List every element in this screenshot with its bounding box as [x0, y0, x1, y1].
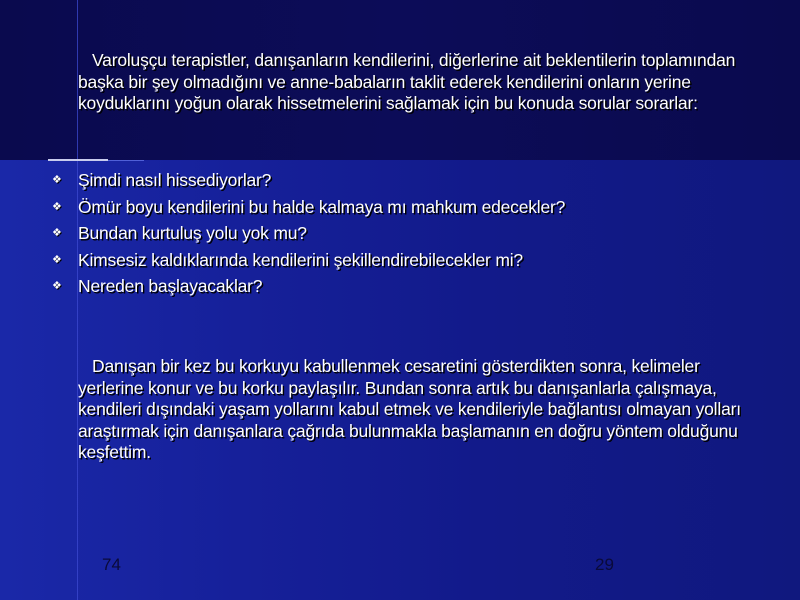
question-list — [48, 170, 768, 303]
diamond-bullet-icon: ❖ — [52, 227, 62, 239]
list-item — [48, 197, 768, 224]
diamond-bullet-icon: ❖ — [52, 280, 62, 292]
diamond-bullet-icon: ❖ — [52, 174, 62, 186]
question-text: Ömür boyu kendilerini bu halde kalmaya mı mahkum edecekler? — [78, 196, 566, 217]
question-text: Kimsesiz kaldıklarında kendilerini şekillendirebilecekler mi? — [78, 249, 523, 270]
diamond-bullet-icon: ❖ — [52, 253, 62, 266]
list-item — [48, 250, 768, 277]
footer-number-left: 74 — [102, 555, 121, 574]
slide-number: 29 — [595, 555, 614, 574]
diamond-bullet-icon: ❖ — [52, 200, 62, 213]
question-text: Bundan kurtuluş yolu yok mu? — [78, 223, 307, 243]
conclusion-paragraph: Danışan bir kez bu korkuyu kabullenmek cesaretini gösterdikten sonra, kelimeler yerlerine konur ve bu korku paylaşılır. Bundan sonra artık bu danışanlarla çalışmaya, kendileri dışındaki yaşam yollarını kabul etmek ve kendileriyle bağlantısı olmayan yolları araştırmak için danışanlara çağrıda bulunmakla başlamanın en doğru yöntem olduğunu keşfettim. — [78, 356, 741, 462]
list-item — [48, 170, 768, 197]
question-text: Şimdi nasıl hissediyorlar? — [78, 170, 272, 190]
list-item — [48, 276, 768, 303]
list-item — [48, 223, 768, 250]
question-text: Nereden başlayacaklar? — [78, 276, 263, 296]
horizontal-accent-line — [48, 159, 108, 161]
intro-paragraph: Varoluşçu terapistler, danışanların kendilerini, diğerlerine ait beklentilerin toplamından başka bir şey olmadığını ve anne-babaların taklit ederek kendilerini onların yerine koyduklarını yoğun olarak hissetmelerini sağlamak için bu konuda sorular sorarlar: — [78, 50, 736, 113]
horizontal-accent-line-right — [108, 160, 144, 161]
